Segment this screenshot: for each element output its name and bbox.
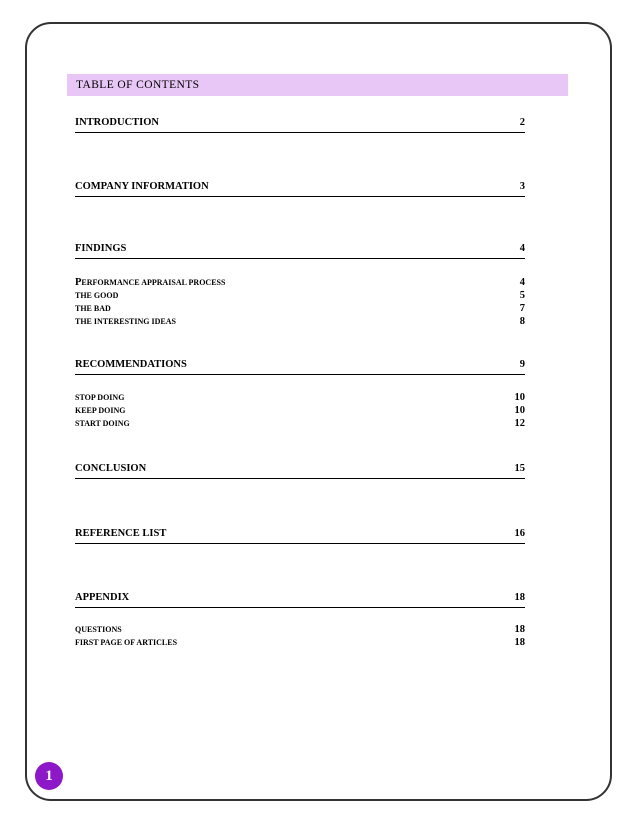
toc-entry-page: 15 [514,463,525,474]
toc-entry-page: 16 [514,528,525,539]
toc-entry-label: APPENDIX [75,592,130,603]
toc-entry-introduction[interactable] [75,116,525,133]
toc-entry-label: CONCLUSION [75,463,147,474]
toc-entry-page: 18 [514,592,525,603]
toc-subentry-label: KEEP DOING [75,406,126,415]
toc-subentry-page: 4 [519,277,525,288]
page-number-badge: 1 [35,762,63,790]
toc-entry-page: 9 [519,359,525,370]
toc-subentry-label: THE GOOD [75,291,119,300]
toc-subentry-page: 18 [514,637,525,648]
toc-subentry-interesting-ideas[interactable] [75,316,525,328]
toc-subentry-label: PERFORMANCE APPRAISAL PROCESS [75,277,226,288]
toc-subentry-page: 7 [519,303,525,314]
toc-subentry-label: FIRST PAGE OF ARTICLES [75,638,178,647]
toc-subentry-start-doing[interactable] [75,418,525,430]
toc-subentry-label: THE BAD [75,304,111,313]
toc-subentry-page: 18 [514,624,525,635]
toc-subentry-questions[interactable] [75,624,525,636]
toc-subentry-the-good[interactable] [75,290,525,302]
toc-subentry-page: 10 [514,392,525,403]
toc-entry-label: RECOMMENDATIONS [75,359,187,370]
toc-entry-label: FINDINGS [75,243,127,254]
toc-subentry-performance-appraisal[interactable] [75,277,525,289]
toc-subentry-stop-doing[interactable] [75,392,525,404]
toc-subentry-the-bad[interactable] [75,303,525,315]
toc-entry-recommendations[interactable] [75,358,525,375]
toc-subentry-page: 8 [519,316,525,327]
toc-entry-label: REFERENCE LIST [75,528,167,539]
toc-entry-label: INTRODUCTION [75,117,160,128]
toc-title: TABLE OF CONTENTS [67,74,568,96]
toc-subentry-page: 10 [514,405,525,416]
toc-entry-reference-list[interactable] [75,527,525,544]
toc-entry-page: 2 [519,117,525,128]
toc-entry-company-information[interactable] [75,180,525,197]
toc-subentry-page: 5 [519,290,525,301]
toc-subentry-label: STOP DOING [75,393,125,402]
toc-subentry-first-page-of-articles[interactable] [75,637,525,649]
toc-subentry-label: START DOING [75,419,130,428]
toc-subentry-label: QUESTIONS [75,625,122,634]
toc-entry-page: 3 [519,181,525,192]
toc-entry-conclusion[interactable] [75,462,525,479]
toc-entry-appendix[interactable] [75,591,525,608]
toc-entry-label: COMPANY INFORMATION [75,181,209,192]
toc-entry-page: 4 [519,243,525,254]
toc-subentry-keep-doing[interactable] [75,405,525,417]
toc-subentry-page: 12 [514,418,525,429]
toc-entry-findings[interactable] [75,242,525,259]
toc-subentry-label: THE INTERESTING IDEAS [75,317,176,326]
